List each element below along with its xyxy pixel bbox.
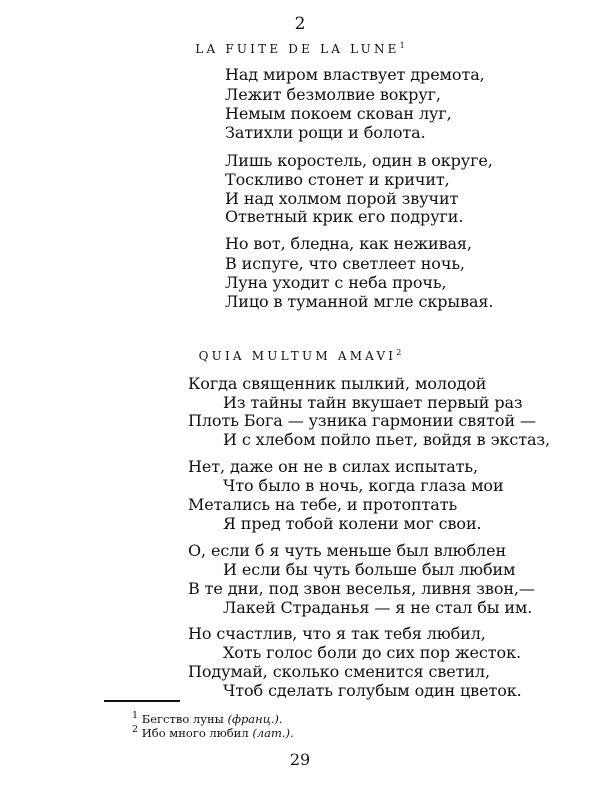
verse-line: Из тайны тайн вкушает первый раз bbox=[223, 393, 523, 412]
verse-line: Подумай, сколько сменится светил, bbox=[188, 662, 490, 681]
verse-line: И если бы чуть больше был любим bbox=[223, 560, 516, 579]
verse-line: И с хлебом пойло пьет, войдя в экстаз, bbox=[223, 430, 551, 449]
footnote-mark: 1 bbox=[132, 710, 139, 721]
verse-line: Когда священник пылкий, молодой bbox=[188, 374, 487, 393]
footnote-rule bbox=[104, 700, 180, 702]
verse-line: Затихли рощи и болота. bbox=[225, 123, 426, 142]
footnote-2 bbox=[132, 722, 294, 741]
poem-title-fuite bbox=[0, 39, 600, 56]
footnote-source: (франц.). bbox=[227, 711, 283, 726]
poem-title-text: QUIA MULTUM AMAVI bbox=[198, 349, 397, 363]
poem-title-quia bbox=[0, 346, 600, 363]
verse-line: Плоть Бога — узника гармонии святой — bbox=[188, 411, 536, 430]
footnote-text: Ибо много любил bbox=[141, 725, 249, 740]
page-number: 29 bbox=[289, 750, 311, 769]
verse-line: В испуге, что светлеет ночь, bbox=[225, 254, 465, 273]
verse-line: Но счастлив, что я так тебя любил, bbox=[188, 624, 486, 643]
verse-line: Над миром властвует дремота, bbox=[225, 65, 485, 84]
verse-line: О, если б я чуть меньше был влюблен bbox=[188, 541, 507, 560]
verse-line: Нет, даже он не в силах испытать, bbox=[188, 457, 479, 476]
verse-line: Лакей Страданья — я не стал бы им. bbox=[223, 598, 533, 617]
footnote-source: (лат.). bbox=[252, 725, 294, 740]
verse-line: Хоть голос боли до сих пор жесток. bbox=[223, 643, 521, 662]
verse-line: Я пред тобой колени мог свои. bbox=[223, 514, 482, 533]
section-number: 2 bbox=[294, 14, 306, 34]
verse-line: Немым покоем скован луг, bbox=[225, 104, 452, 123]
verse-line: Но вот, бледна, как неживая, bbox=[225, 234, 472, 253]
verse-line: Метались на тебе, и протоптать bbox=[188, 495, 458, 514]
verse-line: В те дни, под звон веселья, ливня звон,— bbox=[188, 579, 535, 598]
footnote-mark: 1 bbox=[399, 41, 405, 50]
verse-line: Тоскливо стонет и кричит, bbox=[225, 170, 450, 189]
verse-line: И над холмом порой звучит bbox=[225, 189, 459, 208]
footnote-mark: 2 bbox=[132, 724, 139, 735]
verse-line: Лишь коростель, один в округе, bbox=[225, 151, 493, 170]
verse-line: Чтоб сделать голубым один цветок. bbox=[223, 681, 522, 700]
verse-line: Лежит безмолвие вокруг, bbox=[225, 85, 441, 104]
verse-line: Что было в ночь, когда глаза мои bbox=[223, 476, 504, 495]
verse-line: Ответный крик его подруги. bbox=[225, 207, 464, 226]
footnote-text: Бегство луны bbox=[141, 711, 224, 726]
verse-line: Луна уходит с неба прочь, bbox=[225, 273, 447, 292]
footnote-mark: 2 bbox=[396, 348, 402, 357]
verse-line: Лицо в туманной мгле скрывая. bbox=[225, 292, 494, 311]
poem-title-text: LA FUITE DE LA LUNE bbox=[195, 42, 400, 56]
